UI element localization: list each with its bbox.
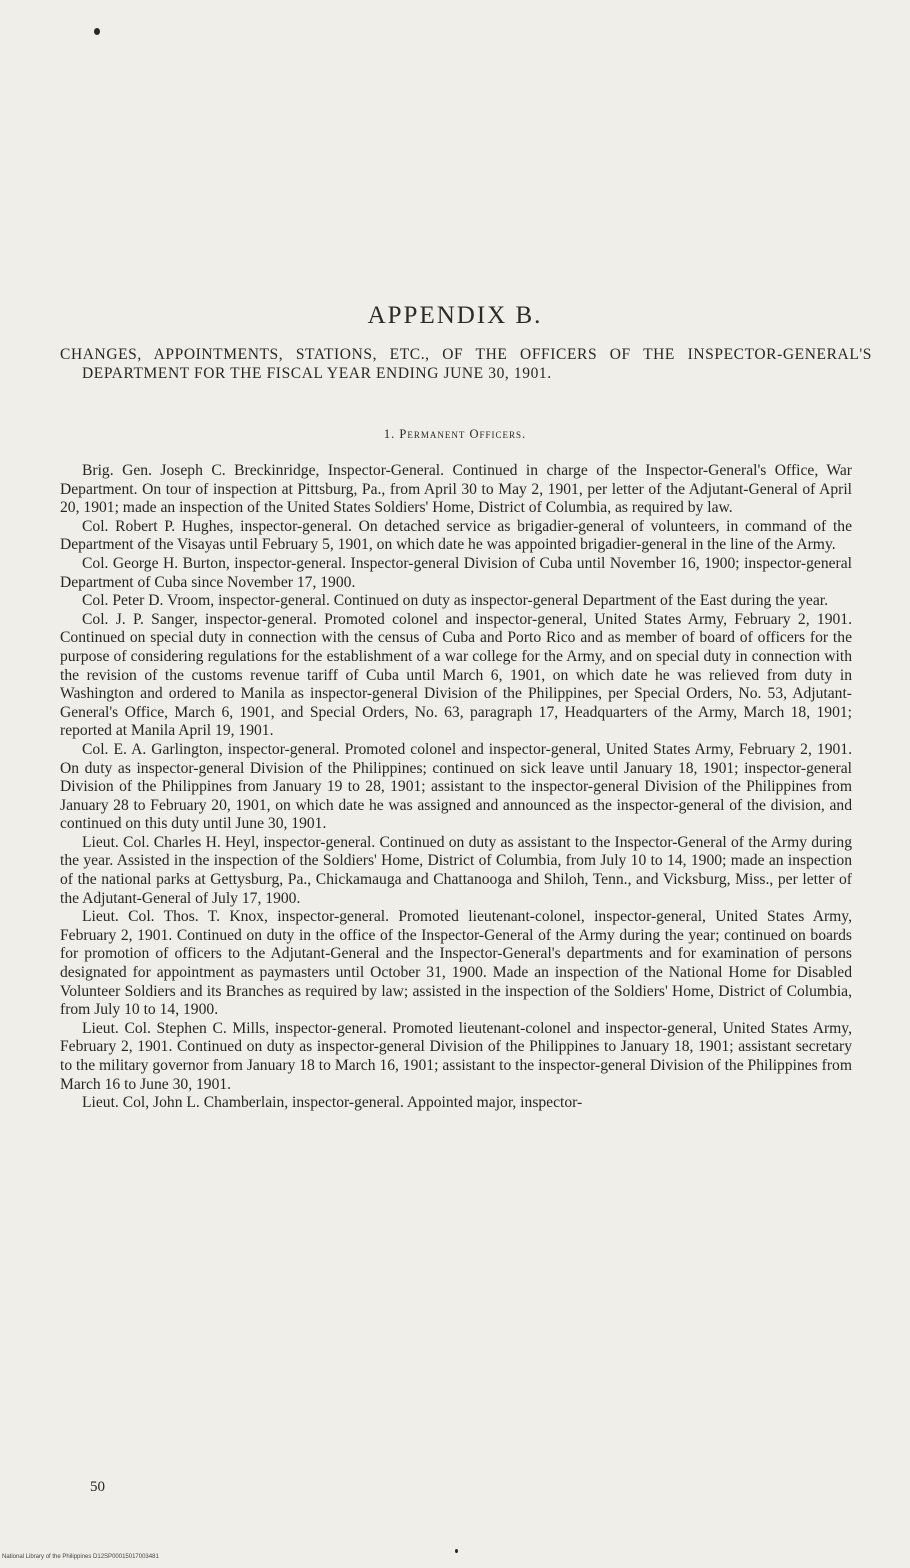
document-body	[60, 462, 852, 1113]
appendix-title: APPENDIX B.	[367, 302, 543, 329]
paragraph: Lieut. Col. Charles H. Heyl, inspector-general. Continued on duty as assistant to the Inspector-General of the Army during the year. Assisted in the inspection of the Soldiers' Home, District of Columbia, from July 10 to 14, 1900; made an inspection of the national parks at Gettysburg, Pa., Chickamauga and Chattanooga and Shiloh, Tenn., and Vicksburg, Miss., per letter of the Adjutant-General of July 17, 1900.	[60, 833, 852, 907]
ink-speck	[455, 1549, 458, 1553]
paragraph: Brig. Gen. Joseph C. Breckinridge, Inspector-General. Continued in charge of the Inspector-General's Office, War Department. On tour of inspection at Pittsburg, Pa., from April 30 to May 2, 1901, per letter of the Adjutant-General of April 20, 1901; made an inspection of the United States Soldiers' Home, District of Columbia, as required by law.	[60, 462, 852, 517]
paragraph: Col. Robert P. Hughes, inspector-general. On detached service as brigadier-general of volunteers, in command of the Department of the Visayas until February 5, 1901, on which date he was appointed brigadier-general in the line of the Army.	[60, 517, 852, 554]
page-number: 50	[90, 1479, 105, 1495]
section-heading: CHANGES, APPOINTMENTS, STATIONS, ETC., OF THE OFFICERS OF THE INSPECTOR-GENERAL'S DEPARTMENT FOR THE FISCAL YEAR ENDING JUNE 30, 1901.	[60, 346, 872, 382]
paragraph: Lieut. Col, John L. Chamberlain, inspector-general. Appointed major, inspector-	[82, 1094, 583, 1112]
paragraph: Lieut. Col. Thos. T. Knox, inspector-general. Promoted lieutenant-colonel, inspector-general, United States Army, February 2, 1901. Continued on duty in the office of the Inspector-General of the Army during the year; continued on boards for promotion of officers to the Adjutant-General and the Inspector-General's departments and for examination of persons designated for appointment as paymasters until October 31, 1900. Made an inspection of the National Home for Disabled Volunteer Soldiers and its Branches as required by law; assisted in the inspection of the Soldiers' Home, District of Columbia, from July 10 to 14, 1900.	[60, 908, 852, 1019]
paragraph: Col. George H. Burton, inspector-general. Inspector-general Division of Cuba until November 16, 1900; inspector-general Department of Cuba since November 17, 1900.	[60, 554, 852, 591]
paragraph: Col. J. P. Sanger, inspector-general. Promoted colonel and inspector-general, United States Army, February 2, 1901. Continued on special duty in connection with the census of Cuba and Porto Rico and as member of board of officers for the purpose of considering regulations for the establishment of a war college for the Army, and on special duty in connection with the revision of the customs revenue tariff of Cuba until March 6, 1901, on which date he was relieved from duty in Washington and ordered to Manila as inspector-general Division of the Philippines, per Special Orders, No. 53, Adjutant-General's Office, March 6, 1901, and Special Orders, No. 63, paragraph 17, Headquarters of the Army, March 18, 1901; reported at Manila April 19, 1901.	[60, 610, 852, 740]
ink-speck	[94, 28, 100, 35]
paragraph: Col. Peter D. Vroom, inspector-general. Continued on duty as inspector-general Department of the East during the year.	[82, 592, 829, 610]
scan-footer: National Library of the Philippines D12SP00015017003481	[2, 1554, 159, 1560]
paragraph: Col. E. A. Garlington, inspector-general. Promoted colonel and inspector-general, United States Army, February 2, 1901. On duty as inspector-general Division of the Philippines; continued on sick leave until January 18, 1901; inspector-general Division of the Philippines from January 19 to 28, 1901; assistant to the inspector-general Division of the Philippines from January 28 to February 20, 1901, on which date he was assigned and announced as the inspector-general of the division, and continued on this duty until June 30, 1901.	[60, 740, 852, 833]
subsection-heading: 1. Permanent Officers.	[383, 427, 527, 441]
paragraph: Lieut. Col. Stephen C. Mills, inspector-general. Promoted lieutenant-colonel and inspector-general, United States Army, February 2, 1901. Continued on duty as inspector-general Division of the Philippines to January 18, 1901; assistant secretary to the military governor from January 18 to March 16, 1901; assistant to the inspector-general Division of the Philippines from March 16 to June 30, 1901.	[60, 1019, 852, 1093]
